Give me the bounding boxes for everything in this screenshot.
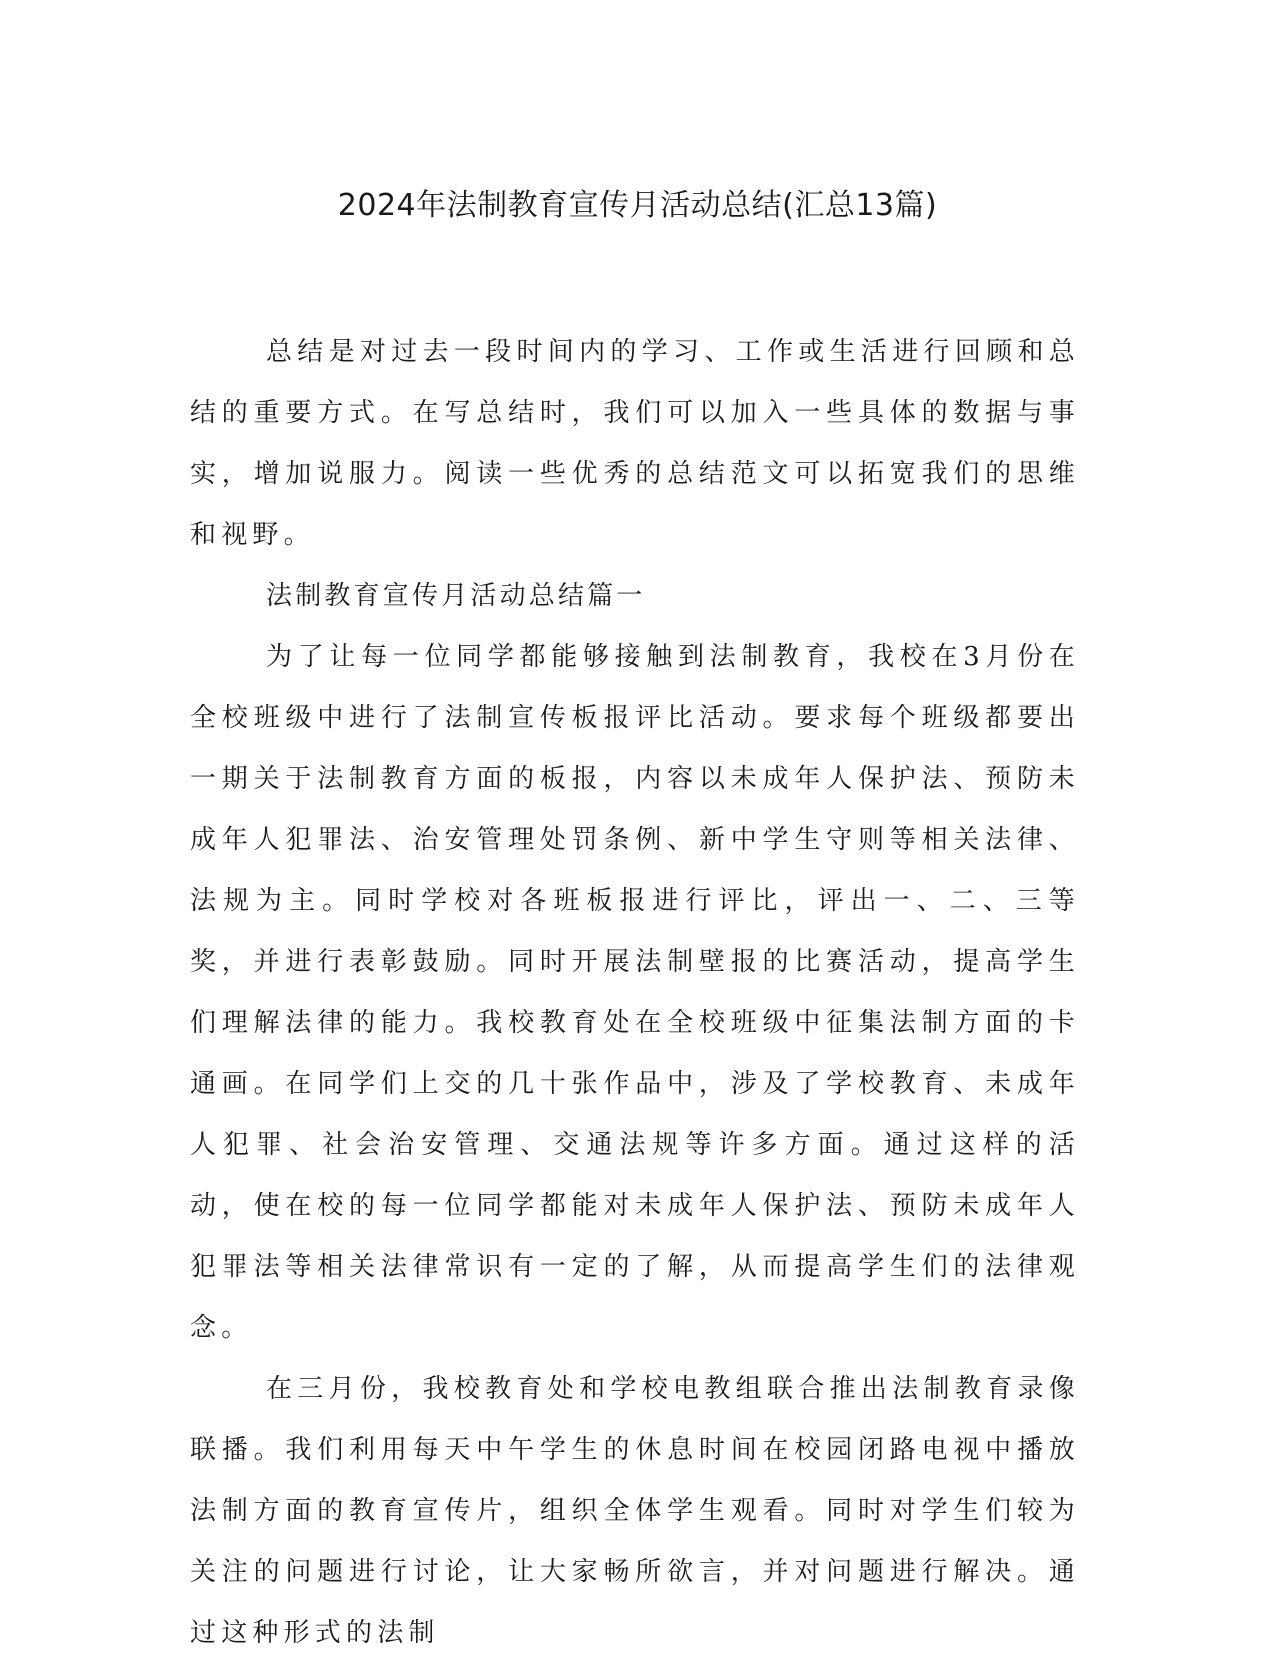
body-paragraph: 在三月份，我校教育处和学校电教组联合推出法制教育录像联播。我们利用每天中午学生的休息时间在校园闭路电视中播放法制方面的教育宣传片，组织全体学生观看。同时对学生们较为关注的问题进行讨论，让大家畅所欲言，并对问题进行解决。通过这种形式的法制	[190, 1374, 1080, 1648]
intro-paragraph: 总结是对过去一段时间内的学习、工作或生活进行回顾和总结的重要方式。在写总结时，我们可以加入一些具体的数据与事实，增加说服力。阅读一些优秀的总结范文可以拓宽我们的思维和视野。	[190, 337, 1080, 550]
document-body	[190, 322, 1080, 1664]
section-heading: 法制教育宣传月活动总结篇一	[266, 581, 646, 611]
body-paragraph: 为了让每一位同学都能够接触到法制教育，我校在3月份在全校班级中进行了法制宣传板报评比活动。要求每个班级都要出一期关于法制教育方面的板报，内容以未成年人保护法、预防未成年人犯罪法、治安管理处罚条例、新中学生守则等相关法律、法规为主。同时学校对各班板报进行评比，评出一、二、三等奖，并进行表彰鼓励。同时开展法制壁报的比赛活动，提高学生们理解法律的能力。我校教育处在全校班级中征集法制方面的卡通画。在同学们上交的几十张作品中，涉及了学校教育、未成年人犯罪、社会治安管理、交通法规等许多方面。通过这样的活动，使在校的每一位同学都能对未成年人保护法、预防未成年人犯罪法等相关法律常识有一定的了解，从而提高学生们的法律观念。	[190, 642, 1080, 1343]
document-title: 2024年法制教育宣传月活动总结(汇总13篇)	[337, 188, 938, 223]
